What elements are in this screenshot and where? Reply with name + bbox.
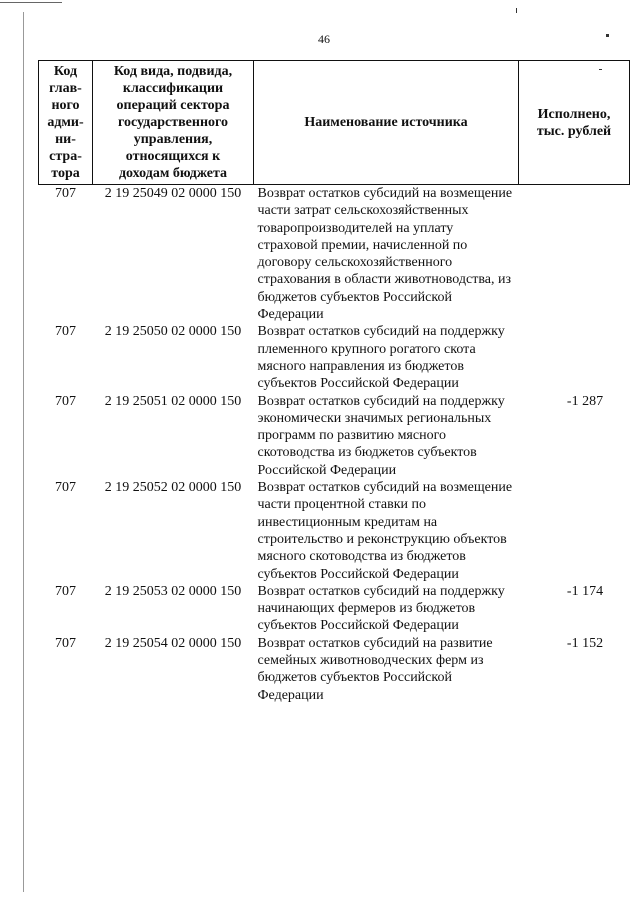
header-classification-code: Код вида, подвида, классификации операций сектора государственного управления, относящихся к доходам бюджета	[93, 61, 254, 185]
scan-speck	[516, 8, 517, 13]
header-source-name: Наименование источника	[254, 61, 519, 185]
table-header-row	[39, 61, 630, 185]
scan-edge-line-left	[23, 12, 24, 892]
classification-code-cell: 2 19 25052 02 0000 150	[104, 480, 242, 496]
header-executed-amount: Исполнено, тыс. рублей	[519, 61, 630, 185]
admin-code-cell: 707	[55, 324, 76, 340]
amount-cell	[519, 323, 630, 392]
admin-code-cell: 707	[55, 393, 76, 409]
scan-edge-line-top	[0, 2, 62, 3]
source-name-cell: Возврат остатков субсидий на возмещение части процентной ставки по инвестиционным кредитам на строительство и реконструкцию объектов мясного скотоводства из бюджетов субъектов Российской Федерации	[257, 480, 513, 582]
admin-code-cell: 707	[55, 635, 76, 651]
source-name-cell: Возврат остатков субсидий на поддержку начинающих фермеров из бюджетов субъектов Российской Федерации	[257, 583, 505, 634]
table-row	[39, 185, 630, 324]
source-name-cell: Возврат остатков субсидий на возмещение части затрат сельскохозяйственных товаропроизводителей на уплату страховой премии, начисленной по договору сельскохозяйственного страхования в области животноводства, из бюджетов субъектов Российской Федерации	[257, 186, 513, 323]
classification-code-cell: 2 19 25053 02 0000 150	[104, 583, 242, 599]
table-row	[39, 635, 630, 704]
admin-code-cell: 707	[55, 480, 76, 496]
budget-sources-table	[38, 60, 630, 704]
classification-code-cell: 2 19 25051 02 0000 150	[104, 393, 242, 409]
classification-code-cell: 2 19 25049 02 0000 150	[104, 186, 242, 201]
classification-code-cell: 2 19 25054 02 0000 150	[104, 635, 242, 651]
table-row	[39, 479, 630, 583]
source-name-cell: Возврат остатков субсидий на развитие семейных животноводческих ферм из бюджетов субъектов Российской Федерации	[257, 635, 493, 703]
source-name-cell: Возврат остатков субсидий на поддержку экономически значимых региональных программ по развитию мясного скотоводства из бюджетов субъектов Российской Федерации	[257, 393, 505, 478]
table-row	[39, 393, 630, 479]
amount-cell: -1 152	[566, 635, 604, 651]
classification-code-cell: 2 19 25050 02 0000 150	[104, 324, 242, 340]
table-row	[39, 583, 630, 635]
admin-code-cell: 707	[55, 186, 76, 201]
amount-cell	[519, 479, 630, 583]
amount-cell	[519, 185, 630, 324]
source-name-cell: Возврат остатков субсидий на поддержку племенного крупного рогатого скота мясного направления из бюджетов субъектов Российской Федерации	[257, 324, 505, 392]
header-admin-code: Код глав- ного адми- ни- стра- тора	[39, 61, 93, 185]
table-row	[39, 323, 630, 392]
amount-cell: -1 287	[566, 393, 604, 409]
page-number: 46	[318, 32, 330, 46]
scan-speck	[606, 34, 609, 37]
amount-cell: -1 174	[566, 583, 604, 599]
admin-code-cell: 707	[55, 583, 76, 599]
